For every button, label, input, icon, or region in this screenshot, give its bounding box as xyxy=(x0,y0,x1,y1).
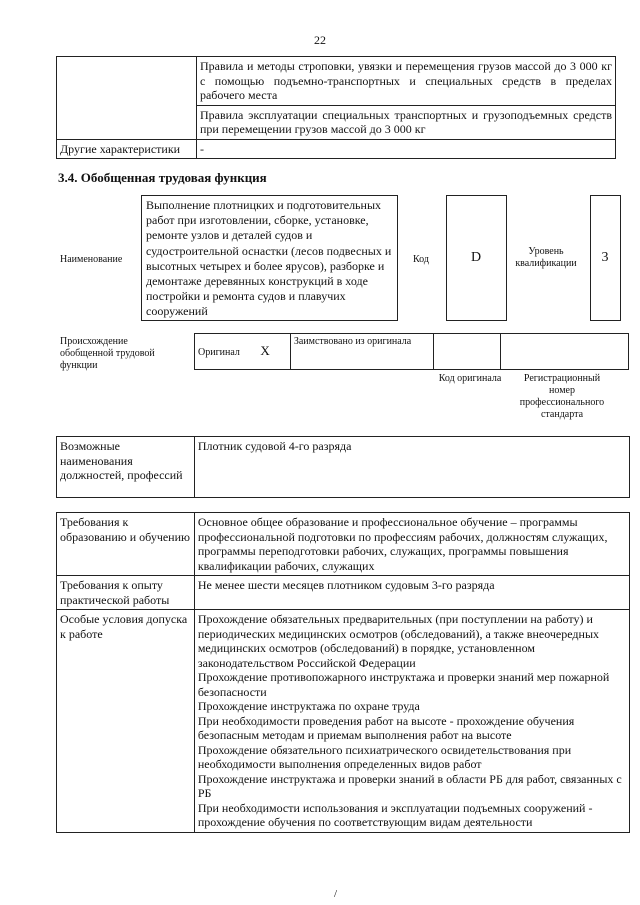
special-condition-item: При необходимости использования и эксплуатации подъемных сооружений - прохождение обучения по соответствующим видам деятельности xyxy=(197,800,593,829)
function-name-box xyxy=(141,195,398,321)
special-condition-item: Прохождение инструктажа по охране труда xyxy=(197,699,420,713)
top-table-row-2: Правила эксплуатации специальных транспортных и грузоподъемных средств при перемещении грузов массой до 3 000 кг xyxy=(196,105,615,139)
other-characteristics-label: Другие характеристики xyxy=(57,139,197,159)
special-conditions-label: Особые условия допуска к работе xyxy=(57,610,195,833)
code-label: Код xyxy=(413,254,429,265)
education-value: Основное общее образование и профессиональное обучение – программы профессиональной подготовки по профессиям рабочих, должностям служащих, программы переподготовки рабочих, служащих, программы повышения квалификации рабочих, служащих xyxy=(194,513,629,576)
origin-table xyxy=(194,333,629,370)
name-label: Наименование xyxy=(60,254,123,265)
level-value: 3 xyxy=(601,250,609,265)
function-name-value: Выполнение плотницких и подготовительных работ при изготовлении, сборке, установке, ремонте узлов и деталей судов и судостроительной оснастки (лесов подвесных и высотных четырех и более ярусов), разборке и демонтаже деревянных конструкций в ходе постройки и ремонта судов и плавучих сооружений xyxy=(146,198,392,319)
footer-mark: / xyxy=(334,888,338,900)
education-label: Требования к образованию и обучению xyxy=(57,513,195,576)
special-condition-item: Прохождение обязательных предварительных (при поступлении на работу) и периодических медицинских осмотров (обследований), а также внеочередных медицинских осмотров (обследований) в порядке, установленном законодательством Российской Федерации xyxy=(197,612,600,670)
origin-original-cell xyxy=(195,334,291,370)
origin-reg-cell xyxy=(501,334,629,370)
top-characteristics-table xyxy=(56,56,616,159)
code-original-caption: Код оригинала xyxy=(438,373,502,384)
experience-label: Требования к опыту практической работы xyxy=(57,576,195,610)
code-value: D xyxy=(470,250,482,265)
origin-label: Происхождение обобщенной трудовой функции xyxy=(60,336,155,371)
positions-label: Возможные наименования должностей, профессий xyxy=(57,437,195,498)
positions-value: Плотник судовой 4-го разряда xyxy=(194,437,629,498)
top-table-empty-cell xyxy=(57,57,197,140)
original-label: Оригинал xyxy=(198,346,240,358)
other-characteristics-value: - xyxy=(196,139,615,159)
top-table-row-1: Правила и методы строповки, увязки и перемещения грузов массой до 3 000 кг с помощью подъемно-транспортных и специальных средств в пределах рабочего места xyxy=(196,57,615,106)
positions-table xyxy=(56,436,630,498)
special-conditions-list xyxy=(194,610,629,833)
origin-code-cell xyxy=(433,334,501,370)
special-condition-item: При необходимости проведения работ на высоте - прохождение обучения безопасным методам и приемам выполнения работ на высоте xyxy=(197,713,575,742)
requirements-table xyxy=(56,512,630,833)
reg-number-caption: Регистрационный номер профессионального стандарта xyxy=(519,373,605,420)
level-label: Уровень квалификации xyxy=(515,246,577,269)
special-condition-item: Прохождение обязательного психиатрического освидетельствования при необходимости выполнения определенных видов работ xyxy=(197,742,572,771)
experience-value: Не менее шести месяцев плотником судовым 3-го разряда xyxy=(194,576,629,610)
special-condition-item: Прохождение противопожарного инструктажа и проверки знаний мер пожарной безопасности xyxy=(197,670,610,699)
special-condition-item: Прохождение инструктажа и проверки знаний в области РБ для работ, связанных с РБ xyxy=(197,771,622,800)
section-title: 3.4. Обобщенная трудовая функция xyxy=(58,170,267,185)
borrowed-label: Заимствовано из оригинала xyxy=(290,334,433,370)
original-mark: X xyxy=(260,342,270,358)
page-number: 22 xyxy=(314,33,326,47)
